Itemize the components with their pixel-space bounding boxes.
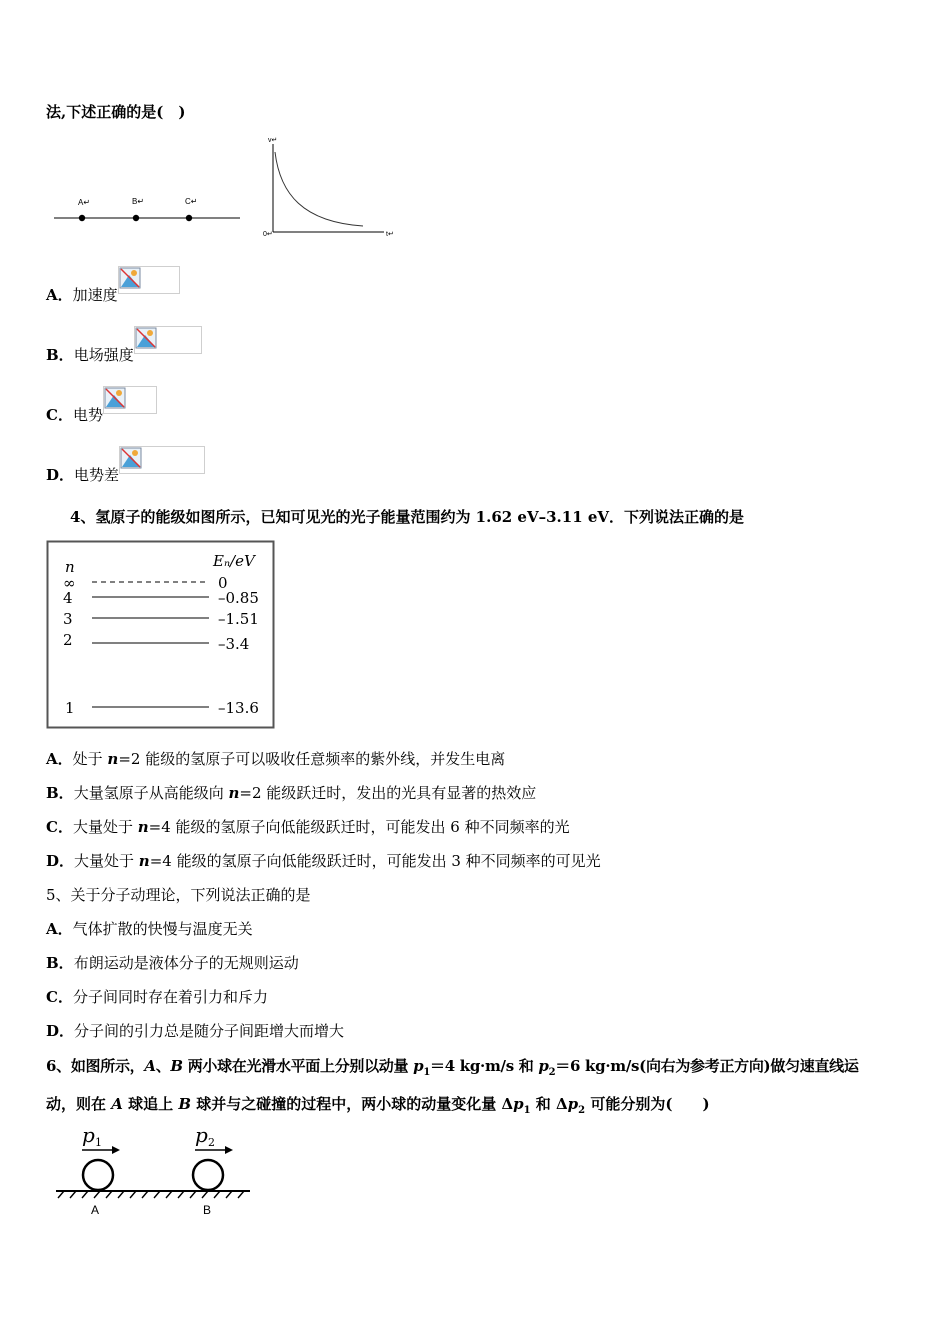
q5-option-a: A．气体扩散的快慢与温度无关 [46,920,253,938]
level-2-e: –3.4 [218,635,250,653]
origin-label: 0↵ [263,231,273,238]
energy-level-diagram [46,540,276,730]
p1-label: p [82,1124,95,1147]
q3-option-b: B．电场强度 [46,326,202,365]
point-a [79,215,85,221]
broken-image-icon [134,326,202,354]
level-4-n: 4 [63,589,73,607]
q5-option-c: C．分子间同时存在着引力和斥力 [46,988,268,1006]
q6-balls-figure [52,1124,257,1220]
level-1-n: 1 [65,699,75,717]
e-header: Eₙ/eV [213,552,255,570]
level-inf-n: ∞ [63,574,76,592]
q3-stem-tail: 法,下述正确的是( ) [46,103,186,121]
p1-subscript: 1 [95,1136,102,1149]
level-inf-e: 0 [218,574,228,592]
q4-stem: 4、氢原子的能级如图所示，已知可见光的光子能量范围约为 1.62 eV–3.11 eV．下列说法正确的是 [70,508,745,526]
q3-points-figure [50,190,245,230]
ball-b [193,1160,223,1190]
p2-subscript: 2 [208,1136,215,1149]
ball-b-label: B [203,1203,212,1217]
q5-option-b: B．布朗运动是液体分子的无规则运动 [46,954,299,972]
q3-option-a: A．加速度 [46,266,180,305]
v-axis-label: v↵ [268,137,278,144]
label-a: A↵ [78,198,91,207]
level-2-n: 2 [63,631,73,649]
n-header: n [65,558,75,576]
q6-stem-line2: 动，则在 A 球追上 B 球并与之碰撞的过程中，两小球的动量变化量 $\Delta p_1$ 和 $\Delta p_2$ 可能分别为( ) [46,1095,710,1116]
level-3-n: 3 [63,610,73,628]
q4-option-a: A．处于 n=2 能级的氢原子可以吸收任意频率的紫外线，并发生电离 [46,750,506,768]
q4-option-d: D．大量处于 n=4 能级的氢原子向低能级跃迁时，可能发出 3 种不同频率的可见光 [46,852,601,870]
point-c [186,215,192,221]
q3-option-d: D．电势差 [46,446,205,485]
p2-arrowhead [225,1146,233,1154]
q4-option-b: B．大量氢原子从高能级向 n=2 能级跃迁时，发出的光具有显著的热效应 [46,784,537,802]
level-4-e: –0.85 [218,589,259,607]
q6-stem-line1: 6、如图所示，A、B 两小球在光滑水平面上分别以动量 $p_1=4$ kg·m/s 和 $p_2=6$ kg·m/s(向右为参考正方向)做匀速直线运 [46,1057,859,1078]
q4-option-c: C．大量处于 n=4 能级的氢原子向低能级跃迁时，可能发出 6 种不同频率的光 [46,818,570,836]
q5-stem: 5、关于分子动理论，下列说法正确的是 [46,886,311,904]
t-axis-label: t↵ [386,231,394,238]
p1-arrowhead [112,1146,120,1154]
p2-label: p [195,1124,208,1147]
level-3-e: –1.51 [218,610,259,628]
q3-option-c: C．电势 [46,386,157,425]
broken-image-icon [119,446,205,474]
ball-a-label: A [91,1203,100,1217]
label-b: B↵ [132,197,145,206]
broken-image-icon [103,386,157,414]
q3-vt-graph [258,134,398,242]
ball-a [83,1160,113,1190]
q5-option-d: D．分子间的引力总是随分子间距增大而增大 [46,1022,345,1040]
ground-hatching [58,1191,244,1198]
decay-curve [275,152,363,226]
point-b [133,215,139,221]
label-c: C↵ [185,197,198,206]
broken-image-icon [118,266,180,294]
level-1-e: –13.6 [218,699,259,717]
